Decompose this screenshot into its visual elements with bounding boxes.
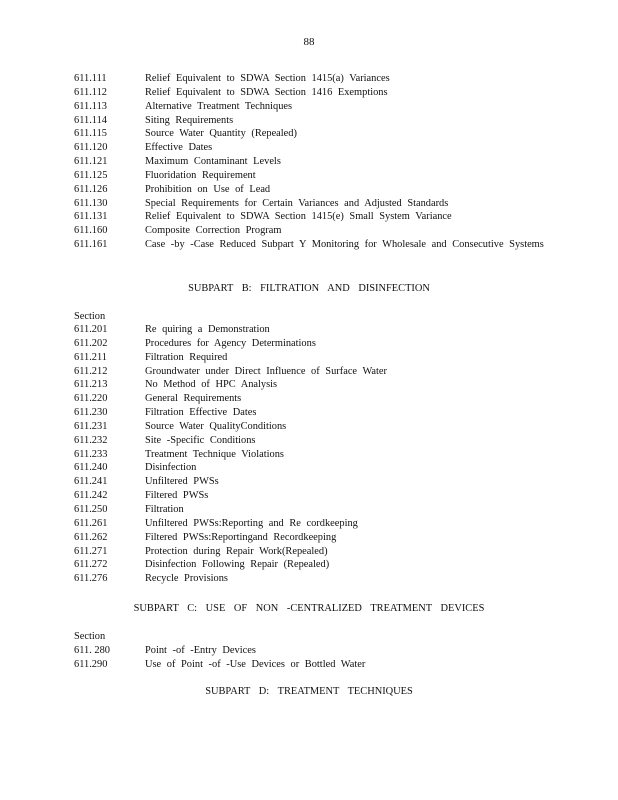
section-number: 611.290 <box>74 658 108 670</box>
section-list-subpart-a <box>74 72 554 252</box>
section-title: Prohibition on Use of Lead <box>145 183 271 195</box>
list-item <box>74 378 554 392</box>
list-item <box>74 337 554 351</box>
section-number: 611.113 <box>74 100 107 112</box>
list-item <box>74 406 554 420</box>
section-number: 611.130 <box>74 197 108 209</box>
list-item <box>74 72 554 86</box>
section-title: Case -by -Case Reduced Subpart Y Monitoring for Wholesale and Consecutive Systems <box>145 239 544 251</box>
list-item <box>74 155 554 169</box>
section-number: 611.126 <box>74 183 108 195</box>
list-item <box>74 238 554 252</box>
section-title: Alternative Treatment Techniques <box>145 100 293 112</box>
list-item <box>74 644 554 658</box>
section-number: 611.230 <box>74 407 108 419</box>
section-title: Fluoridation Requirement <box>145 169 256 181</box>
section-number: 611.262 <box>74 531 108 543</box>
list-item <box>74 210 554 224</box>
section-list-subpart-b <box>74 323 554 586</box>
subpart-c-section-label: Section <box>74 631 106 642</box>
section-title: Disinfection Following Repair (Repealed) <box>145 559 330 571</box>
section-number: 611.240 <box>74 462 108 474</box>
section-number: 611.121 <box>74 156 108 168</box>
section-title: Composite Correction Program <box>145 225 282 237</box>
section-number: 611.272 <box>74 559 108 571</box>
list-item <box>74 197 554 211</box>
section-number: 611. 280 <box>74 645 110 656</box>
section-number: 611.213 <box>74 379 108 391</box>
section-number: 611.250 <box>74 503 108 515</box>
section-title: Filtration <box>145 503 184 515</box>
list-item <box>74 434 554 448</box>
section-title: No Method of HPC Analysis <box>145 379 278 391</box>
list-item <box>74 224 554 238</box>
list-item <box>74 545 554 559</box>
section-title: Unfiltered PWSs <box>145 476 219 488</box>
section-title: Maximum Contaminant Levels <box>145 156 281 168</box>
subpart-b-heading: SUBPART B: FILTRATION AND DISINFECTION <box>188 283 430 294</box>
list-item <box>74 127 554 141</box>
list-item <box>74 351 554 365</box>
list-item <box>74 517 554 531</box>
list-item <box>74 183 554 197</box>
section-title: Filtration Required <box>145 351 228 363</box>
section-title: General Requirements <box>145 393 242 405</box>
section-number: 611.231 <box>74 420 108 432</box>
section-number: 611.220 <box>74 393 108 405</box>
subpart-d-heading: SUBPART D: TREATMENT TECHNIQUES <box>205 686 413 697</box>
section-title: Unfiltered PWSs:Reporting and Re cordkeeping <box>145 517 358 529</box>
section-title: Recycle Provisions <box>145 573 228 585</box>
list-item <box>74 558 554 572</box>
section-number: 611.241 <box>74 476 108 488</box>
section-title: Procedures for Agency Determinations <box>145 337 316 349</box>
section-number: 611.161 <box>74 239 108 251</box>
section-number: 611.232 <box>74 434 108 446</box>
section-number: 611.233 <box>74 448 108 460</box>
subpart-b-section-label: Section <box>74 311 106 322</box>
section-title: Filtration Effective Dates <box>145 407 257 419</box>
section-number: 611.242 <box>74 490 108 502</box>
section-list-subpart-c <box>74 644 554 672</box>
section-title: Use of Point -of -Use Devices or Bottled Water <box>145 658 366 670</box>
section-title: Filtered PWSs:Reportingand Recordkeeping <box>145 531 337 543</box>
list-item <box>74 392 554 406</box>
section-number: 611.131 <box>74 211 108 223</box>
section-title: Source Water QualityConditions <box>145 420 287 432</box>
list-item <box>74 572 554 586</box>
list-item <box>74 100 554 114</box>
section-title: Re quiring a Demonstration <box>145 324 270 335</box>
list-item <box>74 475 554 489</box>
section-number: 611.115 <box>74 128 107 140</box>
section-title: Source Water Quantity (Repealed) <box>145 128 297 140</box>
list-item <box>74 141 554 155</box>
list-item <box>74 420 554 434</box>
section-title: Treatment Technique Violations <box>145 448 284 460</box>
section-title: Groundwater under Direct Influence of Surface Water <box>145 365 387 377</box>
section-number: 611.111 <box>74 73 107 84</box>
page-number: 88 <box>303 36 315 48</box>
section-title: Relief Equivalent to SDWA Section 1415(e) Small System Variance <box>145 211 452 223</box>
list-item <box>74 531 554 545</box>
section-number: 611.114 <box>74 114 107 126</box>
section-number: 611.276 <box>74 573 108 585</box>
list-item <box>74 503 554 517</box>
section-title: Point -of -Entry Devices <box>145 645 256 656</box>
section-title: Effective Dates <box>145 142 213 154</box>
section-title: Siting Requirements <box>145 114 234 126</box>
section-number: 611.120 <box>74 142 108 154</box>
section-number: 611.261 <box>74 517 108 529</box>
section-title: Disinfection <box>145 462 197 474</box>
section-number: 611.212 <box>74 365 108 377</box>
section-number: 611.160 <box>74 225 108 237</box>
section-title: Site -Specific Conditions <box>145 434 256 446</box>
section-number: 611.125 <box>74 169 108 181</box>
subpart-c-heading: SUBPART C: USE OF NON -CENTRALIZED TREATMENT DEVICES <box>133 603 485 614</box>
section-title: Filtered PWSs <box>145 490 209 502</box>
section-number: 611.211 <box>74 351 107 363</box>
section-number: 611.201 <box>74 324 108 335</box>
list-item <box>74 365 554 379</box>
list-item <box>74 461 554 475</box>
section-title: Protection during Repair Work(Repealed) <box>145 545 328 557</box>
section-number: 611.112 <box>74 86 107 98</box>
section-number: 611.202 <box>74 337 108 349</box>
section-title: Relief Equivalent to SDWA Section 1416 Exemptions <box>145 86 388 98</box>
list-item <box>74 448 554 462</box>
section-title: Special Requirements for Certain Variances and Adjusted Standards <box>145 197 449 209</box>
list-item <box>74 114 554 128</box>
list-item <box>74 658 554 672</box>
list-item <box>74 86 554 100</box>
section-title: Relief Equivalent to SDWA Section 1415(a) Variances <box>145 73 390 84</box>
list-item <box>74 169 554 183</box>
list-item <box>74 323 554 337</box>
section-number: 611.271 <box>74 545 108 557</box>
list-item <box>74 489 554 503</box>
